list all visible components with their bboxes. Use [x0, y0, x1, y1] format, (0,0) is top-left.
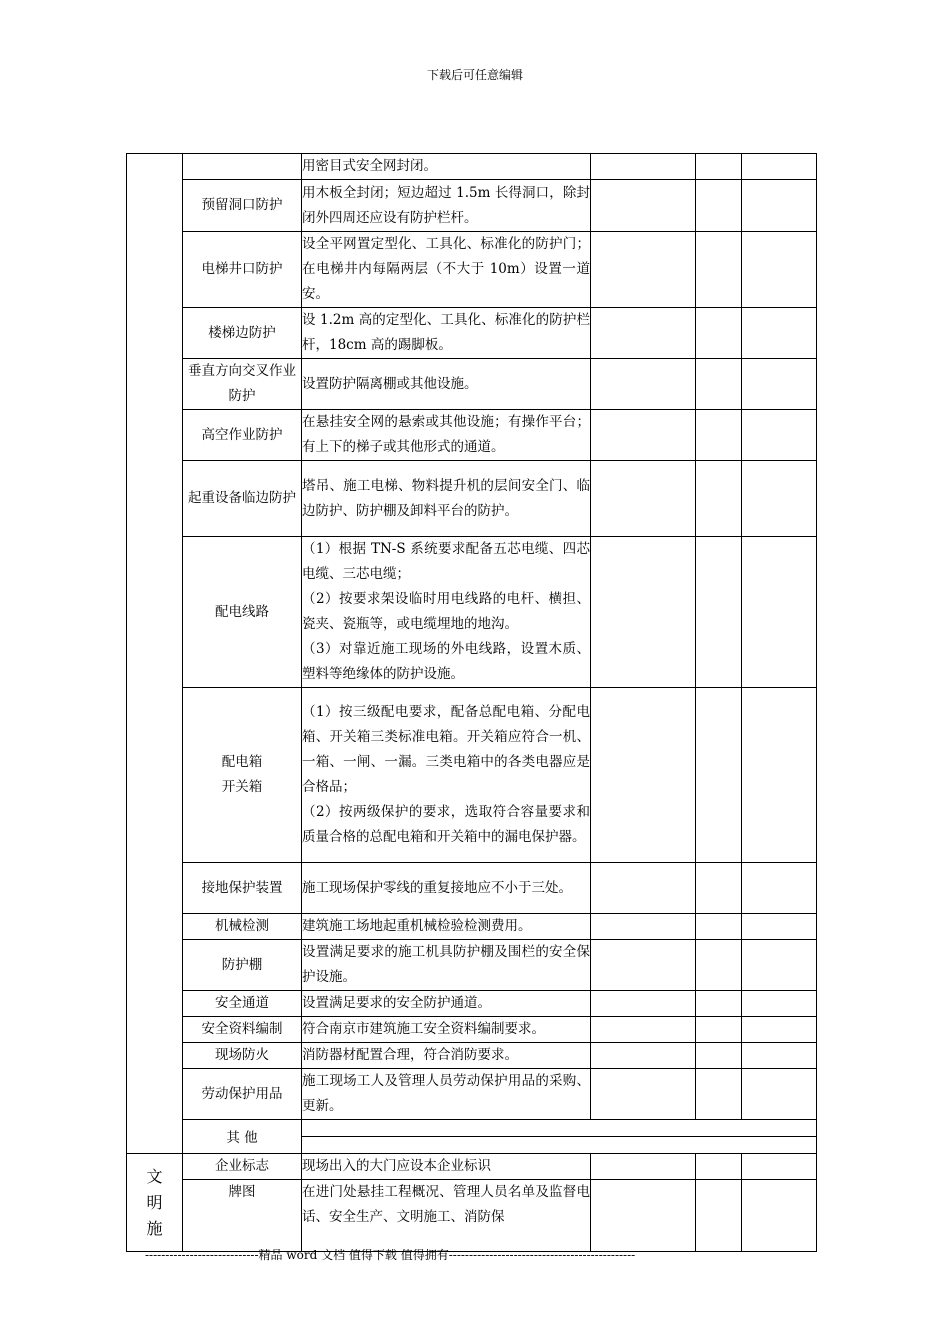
category-cell [127, 154, 183, 1154]
remark-cell [742, 940, 817, 991]
amount-cell [591, 537, 696, 688]
item-name-cell [183, 308, 302, 359]
item-name-cell [183, 461, 302, 537]
item-name: 起重设备临边防护 [188, 490, 296, 506]
other-blank-cell [302, 1120, 817, 1137]
item-name: 配电箱 [221, 754, 263, 770]
item-name-cell [183, 1043, 302, 1069]
amount-cell [591, 991, 696, 1017]
other-blank-cell [302, 1137, 817, 1154]
item-name-cell [183, 232, 302, 308]
requirement-cell [302, 308, 591, 359]
requirement-cell [302, 1069, 591, 1120]
amount-cell [591, 1180, 696, 1252]
item-name-cell [183, 1069, 302, 1120]
table-row [127, 1043, 817, 1069]
item-name: 现场防火 [215, 1047, 269, 1063]
table-row [127, 154, 817, 180]
item-name-cell [183, 537, 302, 688]
ratio-cell [696, 1069, 742, 1120]
amount-cell [591, 1154, 696, 1180]
item-name-cell [183, 688, 302, 863]
requirement-cell [302, 410, 591, 461]
ratio-cell [696, 1017, 742, 1043]
requirement-cell [302, 461, 591, 537]
ratio-cell [696, 940, 742, 991]
ratio-cell [696, 688, 742, 863]
remark-cell [742, 914, 817, 940]
item-name: 开关箱 [221, 779, 263, 795]
page-header: 下载后可任意编辑 [426, 68, 523, 82]
requirement-cell [302, 940, 591, 991]
table-row [127, 308, 817, 359]
item-name-cell [183, 180, 302, 232]
remark-cell [742, 308, 817, 359]
item-name: 其 他 [226, 1130, 258, 1146]
item-name: 安全通道 [215, 995, 269, 1011]
requirement-text: （2）按要求架设临时用电线路的电杆、横担、瓷夹、瓷瓶等，或电缆埋地的地沟。 [302, 591, 590, 632]
amount-cell [591, 308, 696, 359]
remark-cell [742, 154, 817, 180]
table-row [127, 991, 817, 1017]
amount-cell [591, 914, 696, 940]
remark-cell [742, 688, 817, 863]
requirement-text: 消防器材配置合理，符合消防要求。 [302, 1047, 518, 1063]
table-row [127, 914, 817, 940]
amount-cell [591, 688, 696, 863]
ratio-cell [696, 863, 742, 914]
item-name: 牌图 [228, 1184, 256, 1200]
requirement-text: 建筑施工场地起重机械检验检测费用。 [302, 918, 532, 934]
remark-cell [742, 863, 817, 914]
remark-cell [742, 359, 817, 410]
amount-cell [591, 863, 696, 914]
requirement-text: （2）按两级保护的要求，选取符合容量要求和质量合格的总配电箱和开关箱中的漏电保护器。 [302, 804, 590, 845]
remark-cell [742, 537, 817, 688]
category-cell-wenming [127, 1154, 183, 1252]
cost-item-table [126, 153, 817, 1252]
item-name: 预留洞口防护 [201, 197, 283, 213]
item-name: 楼梯边防护 [208, 324, 276, 341]
requirement-text: 在进门处悬挂工程概况、管理人员名单及监督电话、安全生产、文明施工、消防保 [302, 1184, 590, 1225]
item-name: 接地保护装置 [201, 879, 283, 896]
requirement-text: 施工现场保护零线的重复接地应不小于三处。 [302, 879, 572, 896]
remark-cell [742, 461, 817, 537]
remark-cell [742, 180, 817, 232]
requirement-cell [302, 154, 591, 180]
requirement-cell [302, 1017, 591, 1043]
requirement-text: 设置满足要求的施工机具防护棚及围栏的安全保护设施。 [302, 944, 590, 985]
ratio-cell [696, 1180, 742, 1252]
requirement-text: 用密目式安全网封闭。 [302, 158, 437, 174]
table-row [127, 688, 817, 863]
remark-cell [742, 410, 817, 461]
item-name: 企业标志 [215, 1158, 269, 1174]
ratio-cell [696, 991, 742, 1017]
item-name-cell [183, 1154, 302, 1180]
amount-cell [591, 232, 696, 308]
requirement-cell [302, 863, 591, 914]
table-row [127, 232, 817, 308]
ratio-cell [696, 308, 742, 359]
ratio-cell [696, 410, 742, 461]
table-row [127, 359, 817, 410]
requirement-cell [302, 180, 591, 232]
remark-cell [742, 1069, 817, 1120]
ratio-cell [696, 359, 742, 410]
amount-cell [591, 1069, 696, 1120]
requirement-text: 设 1.2m 高的定型化、工具化、标准化的防护栏杆，18cm 高的踢脚板。 [302, 312, 590, 353]
requirement-cell [302, 1180, 591, 1252]
amount-cell [591, 180, 696, 232]
ratio-cell [696, 232, 742, 308]
requirement-text: （1）根据 TN-S 系统要求配备五芯电缆、四芯电缆、三芯电缆； [302, 541, 590, 582]
requirement-cell [302, 991, 591, 1017]
ratio-cell [696, 154, 742, 180]
amount-cell [591, 154, 696, 180]
ratio-cell [696, 180, 742, 232]
item-name: 机械检测 [215, 918, 269, 934]
item-name-cell [183, 863, 302, 914]
table-row [127, 461, 817, 537]
remark-cell [742, 1154, 817, 1180]
amount-cell [591, 461, 696, 537]
remark-cell [742, 1180, 817, 1252]
item-name-cell [183, 410, 302, 461]
requirement-text: 用木板全封闭；短边超过 1.5m 长得洞口，除封闭外四周还应设有防护栏杆。 [302, 184, 590, 226]
item-name-cell [183, 1017, 302, 1043]
ratio-cell [696, 914, 742, 940]
item-name: 高空作业防护 [201, 426, 283, 443]
requirement-text: （3）对靠近施工现场的外电线路，设置木质、塑料等绝缘体的防护设施。 [302, 641, 590, 682]
table-row-other [127, 1120, 817, 1137]
table-row [127, 1154, 817, 1180]
item-name-cell [183, 1180, 302, 1252]
item-name-cell [183, 154, 302, 180]
requirement-cell [302, 359, 591, 410]
requirement-text: 施工现场工人及管理人员劳动保护用品的采购、更新。 [302, 1073, 590, 1114]
ratio-cell [696, 1154, 742, 1180]
item-name-cell [183, 991, 302, 1017]
table-row [127, 1180, 817, 1252]
requirement-text: 现场出入的大门应设本企业标识 [302, 1158, 491, 1174]
item-name: 电梯井口防护 [201, 261, 283, 277]
remark-cell [742, 1017, 817, 1043]
amount-cell [591, 1043, 696, 1069]
requirement-text: 符合南京市建筑施工安全资料编制要求。 [302, 1021, 545, 1037]
requirement-text: 设全平网置定型化、工具化、标准化的防护门；在电梯井内每隔两层（不大于 10m）设置一道安。 [302, 236, 590, 302]
amount-cell [591, 940, 696, 991]
item-name: 劳动保护用品 [201, 1085, 283, 1102]
page-footer: ----------------------------精品 word 文档 值得下载 值得拥有---------------------------------------------- [145, 1248, 636, 1262]
amount-cell [591, 410, 696, 461]
amount-cell [591, 359, 696, 410]
requirement-text: 设置满足要求的安全防护通道。 [302, 995, 491, 1011]
ratio-cell [696, 1043, 742, 1069]
item-name-cell [183, 914, 302, 940]
requirement-cell [302, 688, 591, 863]
category-char: 明 [146, 1192, 163, 1212]
item-name: 垂直方向交叉作业防护 [188, 363, 296, 404]
table-row [127, 410, 817, 461]
item-name-cell [183, 359, 302, 410]
table-row [127, 537, 817, 688]
ratio-cell [696, 461, 742, 537]
requirement-cell [302, 1043, 591, 1069]
remark-cell [742, 1043, 817, 1069]
ratio-cell [696, 537, 742, 688]
table-row [127, 940, 817, 991]
requirement-text: 塔吊、施工电梯、物料提升机的层间安全门、临边防护、防护棚及卸料平台的防护。 [302, 477, 590, 519]
requirement-cell [302, 914, 591, 940]
amount-cell [591, 1017, 696, 1043]
item-name: 安全资料编制 [201, 1021, 283, 1037]
category-char: 施 [146, 1218, 163, 1238]
item-name-cell [183, 1120, 302, 1154]
remark-cell [742, 232, 817, 308]
item-name: 配电线路 [215, 603, 269, 620]
table-row [127, 863, 817, 914]
remark-cell [742, 991, 817, 1017]
requirement-text: （1）按三级配电要求，配备总配电箱、分配电箱、开关箱三类标准电箱。开关箱应符合一机、一箱、一闸、一漏。三类电箱中的各类电器应是合格品； [302, 704, 590, 795]
table-row [127, 1069, 817, 1120]
table-row [127, 1017, 817, 1043]
requirement-cell [302, 232, 591, 308]
item-name: 防护棚 [221, 956, 263, 973]
requirement-cell [302, 537, 591, 688]
table-row [127, 180, 817, 232]
item-name-cell [183, 940, 302, 991]
requirement-cell [302, 1154, 591, 1180]
category-char: 文 [146, 1166, 163, 1186]
requirement-text: 设置防护隔离棚或其他设施。 [302, 375, 478, 392]
requirement-text: 在悬挂安全网的悬索或其他设施；有操作平台；有上下的梯子或其他形式的通道。 [302, 414, 590, 455]
